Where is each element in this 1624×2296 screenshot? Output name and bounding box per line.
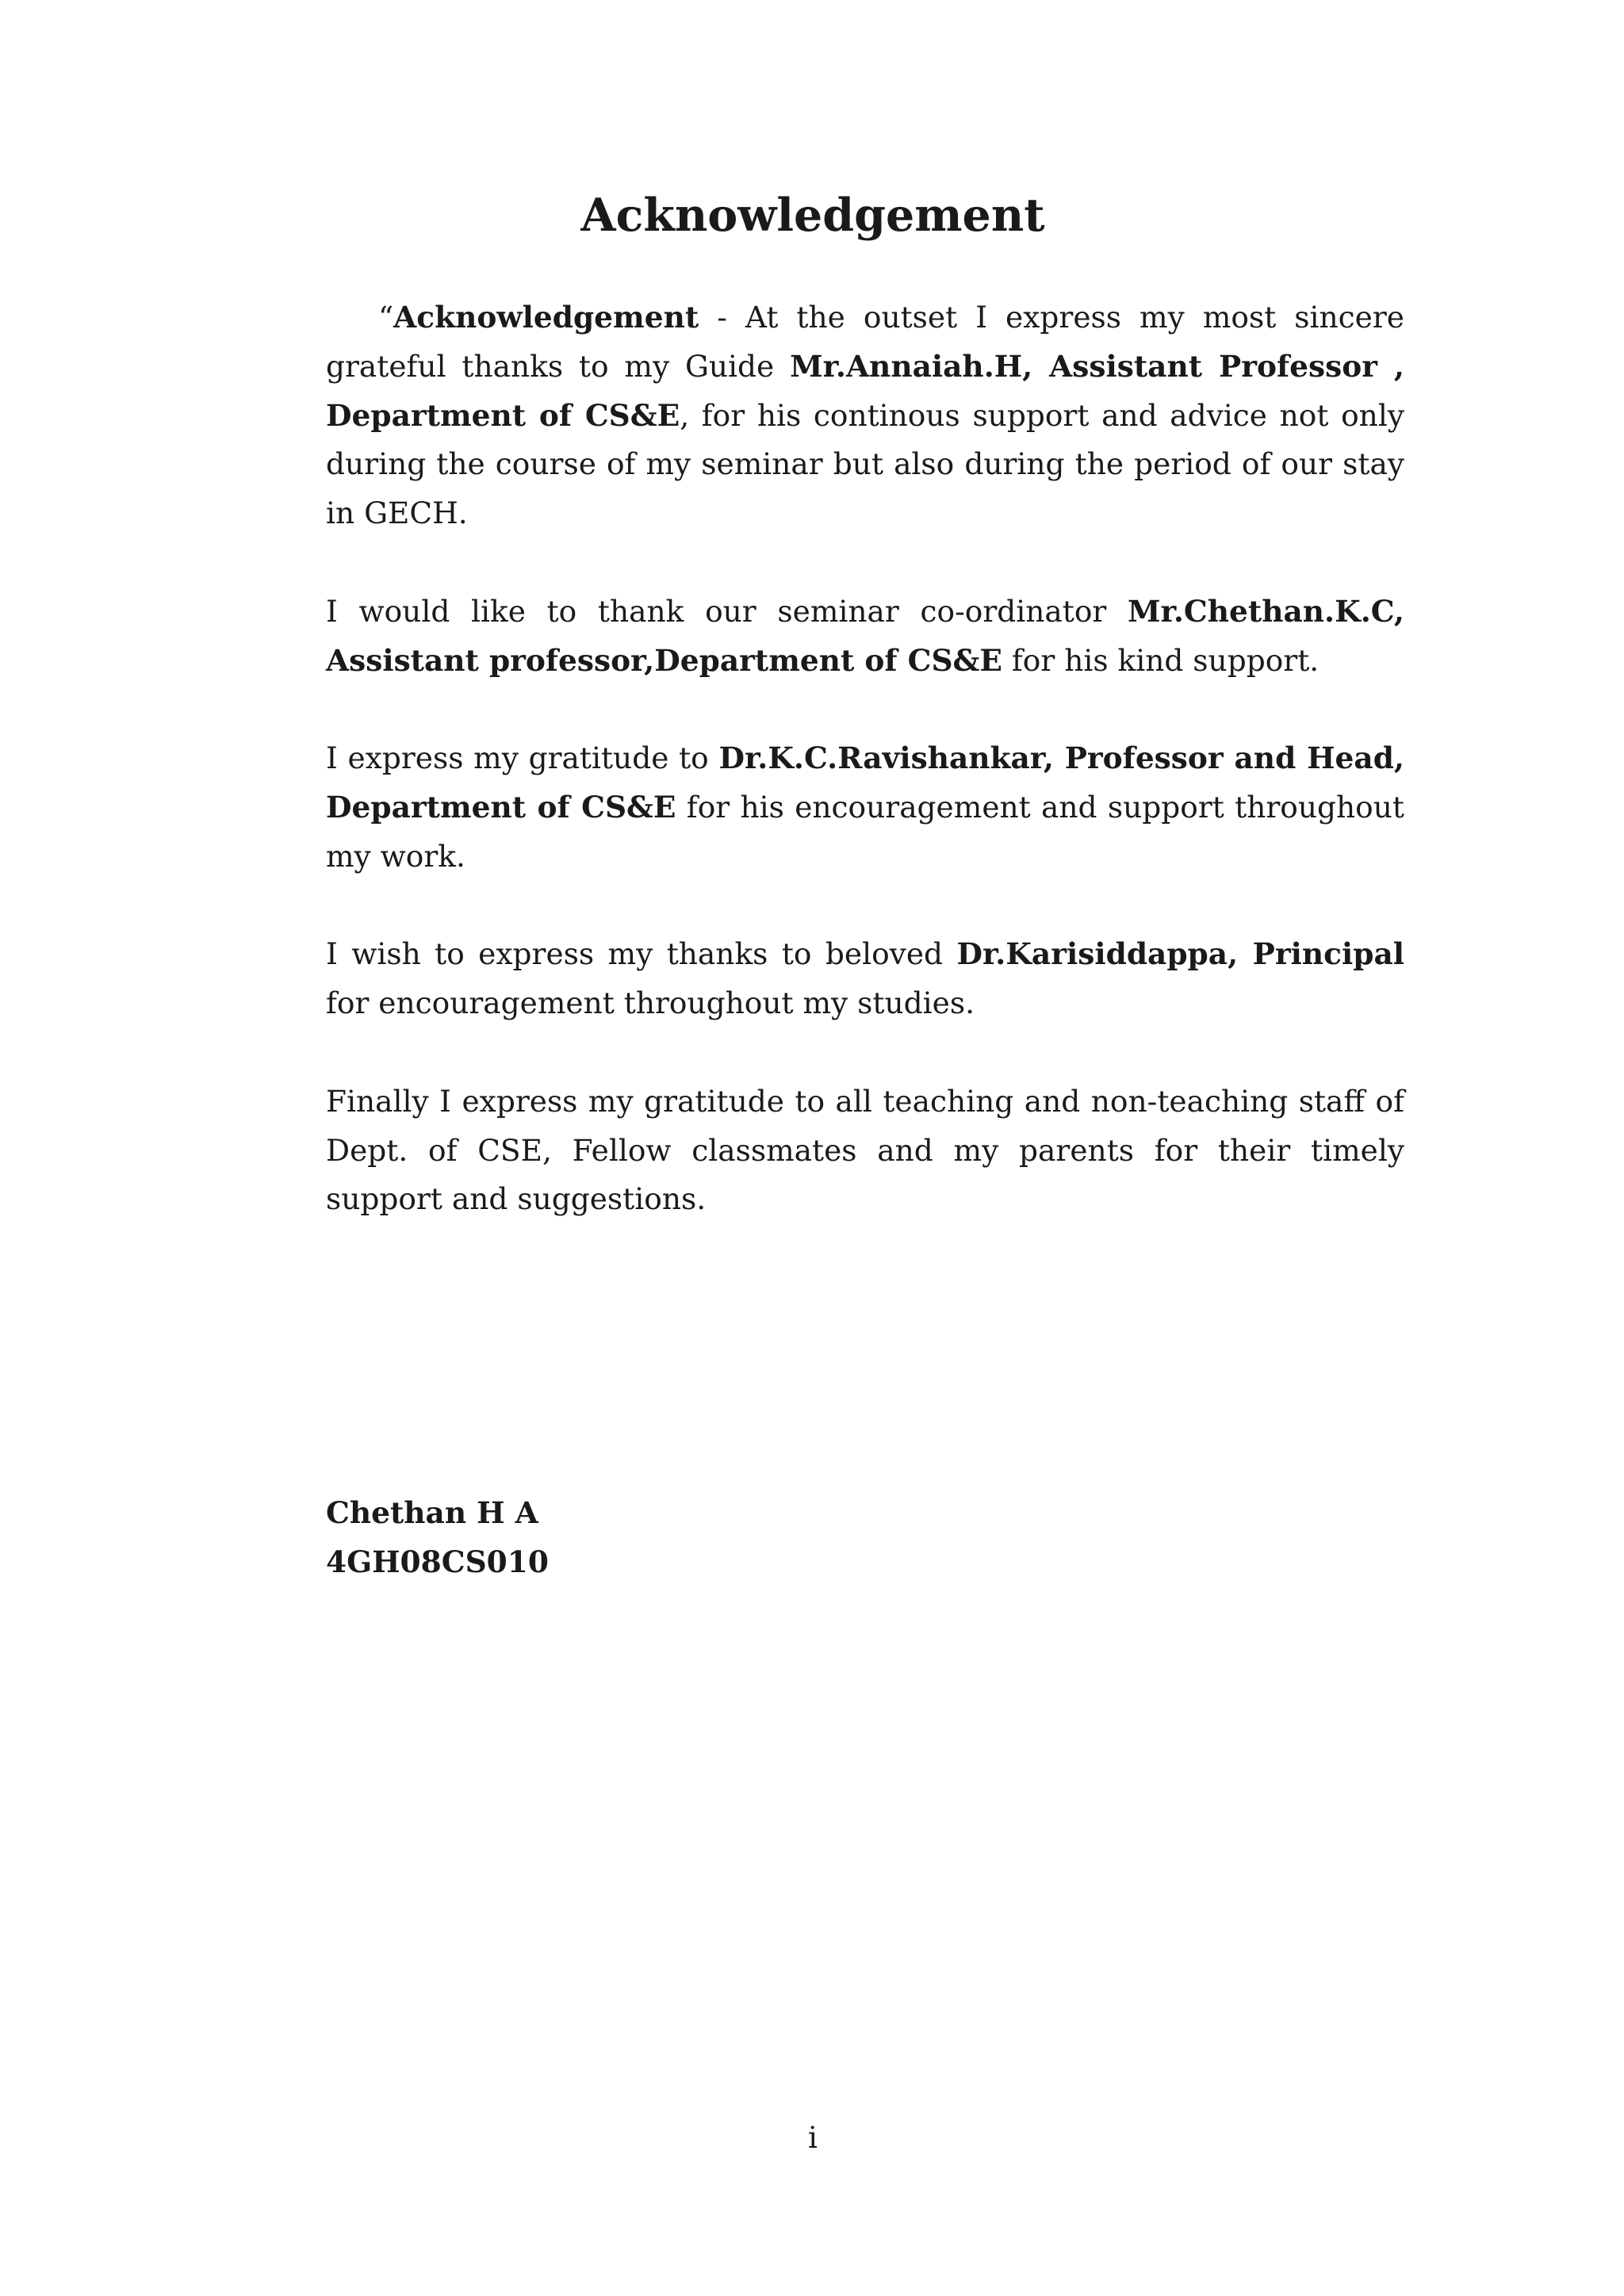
paragraph-staff <box>326 1077 1404 1224</box>
paragraph-hod <box>326 734 1404 881</box>
paragraph-principal <box>326 930 1404 1028</box>
text-run-bold: Dr.Karisiddappa, Principal <box>956 936 1404 972</box>
paragraph-guide <box>326 293 1404 538</box>
text-run: , for his continous support and advice not only during the course of my seminar but also during the period of our stay in GECH. <box>326 397 1404 531</box>
text-run: for his encouragement and support throughout my work. <box>326 789 1404 874</box>
text-run: Finally I express my gratitude to all teaching and non-teaching staff of Dept. of CSE, Fellow classmates and my parents for their timely support and suggestions. <box>326 1083 1404 1217</box>
text-run-bold: Dr.K.C.Ravishankar, Professor and Head, Department of CS&E <box>326 740 1404 825</box>
text-run-bold: Acknowledgement <box>393 300 699 335</box>
acknowledgement-body <box>326 293 1404 1273</box>
text-run: “ <box>378 300 394 335</box>
page-number: i <box>808 2120 818 2155</box>
paragraph-coordinator <box>326 587 1404 686</box>
text-run-bold: Mr.Chethan.K.C, Assistant professor,Department of CS&E <box>326 593 1404 678</box>
text-run: - At the outset I express my most sincere grateful thanks to my Guide <box>326 300 1404 384</box>
text-run: I wish to express my thanks to beloved <box>326 936 957 972</box>
signature-id: 4GH08CS010 <box>326 1544 549 1579</box>
page-title: Acknowledgement <box>580 189 1045 242</box>
text-run: I express my gratitude to <box>326 740 719 776</box>
text-run-bold: Mr.Annaiah.H, Assistant Professor , Department of CS&E <box>326 348 1404 433</box>
text-run: I would like to thank our seminar co-ordinator <box>326 593 1128 629</box>
text-run: for his kind support. <box>1002 642 1320 678</box>
signature-name: Chethan H A <box>326 1495 538 1530</box>
text-run: for encouragement throughout my studies. <box>326 985 975 1021</box>
signature-block <box>326 1489 549 1587</box>
